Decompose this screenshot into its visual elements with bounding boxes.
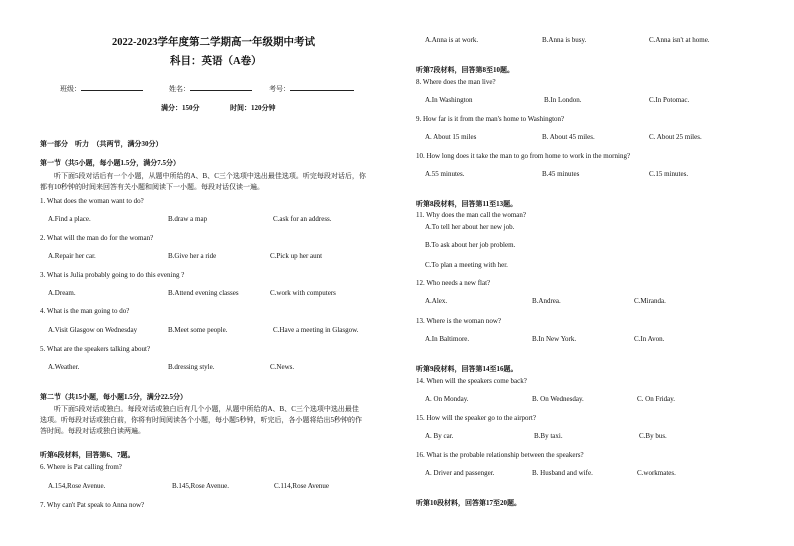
- q10-option-c: C.15 minutes.: [649, 170, 689, 178]
- exam-subject: 科目：英语（A卷）: [170, 56, 262, 67]
- q12-option-c: C.Miranda.: [634, 297, 666, 305]
- group10-heading: 听第10段材料，回答第17至20题。: [416, 499, 521, 507]
- question-2: 2. What will the man do for the woman?: [40, 234, 154, 242]
- question-3: 3. What is Julia probably going to do this evening ?: [40, 271, 185, 279]
- part1-heading: 第一部分 听力 （共两节，满分30分）: [40, 140, 163, 148]
- q6-option-a: A.154,Rose Avenue.: [48, 482, 106, 490]
- q12-option-a: A.Alex.: [425, 297, 448, 305]
- q8-option-c: C.In Potomac.: [649, 96, 690, 104]
- q15-option-c: C.By bus.: [639, 432, 667, 440]
- q15-option-b: B.By taxi.: [534, 432, 563, 440]
- q4-option-c: C.Have a meeting in Glasgow.: [273, 326, 359, 334]
- question-10: 10. How long does it take the man to go from home to work in the morning?: [416, 152, 631, 160]
- q11-option-a: A.To tell her about her new job.: [425, 223, 515, 231]
- q16-option-b: B. Husband and wife.: [532, 469, 593, 477]
- q5-option-b: B.dressing style.: [168, 363, 215, 371]
- name-field: [169, 83, 252, 93]
- class-label: 班级：: [60, 85, 81, 93]
- question-15: 15. How will the speaker go to the airport?: [416, 414, 536, 422]
- q9-option-a: A. About 15 miles: [425, 133, 477, 141]
- q12-option-b: B.Andrea.: [532, 297, 561, 305]
- q7-option-c: C.Anna isn't at home.: [649, 36, 710, 44]
- q3-option-c: C.work with computers: [270, 289, 336, 297]
- q4-option-a: A.Visit Glasgow on Wednesday: [48, 326, 138, 334]
- question-1: 1. What does the woman want to do?: [40, 197, 144, 205]
- section2-heading: 第二节（共15小题，每小题1.5分，满分22.5分）: [40, 393, 187, 401]
- group6-heading: 听第6段材料，回答第6、7题。: [40, 451, 135, 459]
- question-16: 16. What is the probable relationship between the speakers?: [416, 451, 584, 459]
- question-12: 12. Who needs a new flat?: [416, 279, 491, 287]
- group9-heading: 听第9段材料，回答第14至16题。: [416, 365, 518, 373]
- section2-instructions: 听下面5段对话或独白。每段对话或独白后有几个小题，从题中所给的A、B、C三个选项中选出最佳选项。听每段对话或独白前，你将有时间阅读各个小题，每小题5秒钟，听完后，各小题将给出5秒钟的作答时间。每段对话或独白读两遍。: [40, 405, 362, 435]
- q8-option-b: B.In London.: [544, 96, 582, 104]
- q13-option-c: C.In Avon.: [634, 335, 665, 343]
- q13-option-a: A.In Baltimore.: [425, 335, 470, 343]
- question-7: 7. Why can't Pat speak to Anna now?: [40, 501, 145, 509]
- name-blank: [190, 83, 252, 91]
- question-11: 11. Why does the man call the woman?: [416, 211, 527, 219]
- class-blank: [81, 83, 143, 91]
- group7-heading: 听第7段材料，回答第8至10题。: [416, 66, 514, 74]
- q14-option-a: A. On Monday.: [425, 395, 469, 403]
- exam-title: 2022-2023学年度第二学期高一年级期中考试: [112, 37, 315, 48]
- exam-no-field: [269, 83, 354, 93]
- question-4: 4. What is the man going to do?: [40, 307, 130, 315]
- question-8: 8. Where does the man live?: [416, 78, 496, 86]
- q7-option-a: A.Anna is at work.: [425, 36, 479, 44]
- q3-option-b: B.Attend evening classes: [168, 289, 239, 297]
- q16-option-a: A. Driver and passenger.: [425, 469, 495, 477]
- q11-option-c: C.To plan a meeting with her.: [425, 261, 508, 269]
- section1-heading: 第一节（共5小题，每小题1.5分，满分7.5分）: [40, 159, 180, 167]
- q6-option-c: C.114,Rose Avenue: [274, 482, 330, 490]
- q5-option-a: A.Weather.: [48, 363, 80, 371]
- q13-option-b: B.In New York.: [532, 335, 577, 343]
- time-info: 时间：120分钟: [230, 104, 276, 112]
- q2-option-a: A.Repair her car.: [48, 252, 96, 260]
- right-column: [397, 0, 794, 546]
- q3-option-a: A.Dream.: [48, 289, 76, 297]
- exam-no-label: 考号：: [269, 85, 290, 93]
- q10-option-a: A.55 minutes.: [425, 170, 465, 178]
- q8-option-a: A.In Washington: [425, 96, 473, 104]
- q4-option-b: B.Meet some people.: [168, 326, 228, 334]
- q14-option-c: C. On Friday.: [637, 395, 676, 403]
- q16-option-c: C.workmates.: [637, 469, 676, 477]
- q1-option-b: B.draw a map: [168, 215, 208, 223]
- q10-option-b: B.45 minutes: [542, 170, 580, 178]
- q15-option-a: A. By car.: [425, 432, 454, 440]
- q9-option-c: C. About 25 miles.: [649, 133, 702, 141]
- q1-option-a: A.Find a place.: [48, 215, 91, 223]
- q5-option-c: C.News.: [270, 363, 295, 371]
- score-info: 满分：150分: [161, 104, 200, 112]
- q7-option-b: B.Anna is busy.: [542, 36, 587, 44]
- question-14: 14. When will the speakers come back?: [416, 377, 527, 385]
- q1-option-c: C.ask for an address.: [273, 215, 332, 223]
- q2-option-c: C.Pick up her aunt: [270, 252, 323, 260]
- group8-heading: 听第8段材料，回答第11至13题。: [416, 200, 518, 208]
- section1-instructions: 听下面5段对话后有一个小题，从题中所给的A、B、C三个选项中选出最佳选项。听完每段对话后，你都有10秒钟的时间来回答有关小题和阅读下一小题。每段对话仅读一遍。: [40, 172, 366, 191]
- q11-option-b: B.To ask about her job problem.: [425, 241, 516, 249]
- class-field: [60, 83, 143, 93]
- q9-option-b: B. About 45 miles.: [542, 133, 595, 141]
- name-label: 姓名：: [169, 85, 190, 93]
- question-6: 6. Where is Pat calling from?: [40, 463, 122, 471]
- q2-option-b: B.Give her a ride: [168, 252, 217, 260]
- exam-no-blank: [290, 83, 354, 91]
- question-5: 5. What are the speakers talking about?: [40, 345, 151, 353]
- question-13: 13. Where is the woman now?: [416, 317, 502, 325]
- q6-option-b: B.145,Rose Avenue.: [172, 482, 230, 490]
- question-9: 9. How far is it from the man's home to Washington?: [416, 115, 565, 123]
- q14-option-b: B. On Wednesday.: [532, 395, 584, 403]
